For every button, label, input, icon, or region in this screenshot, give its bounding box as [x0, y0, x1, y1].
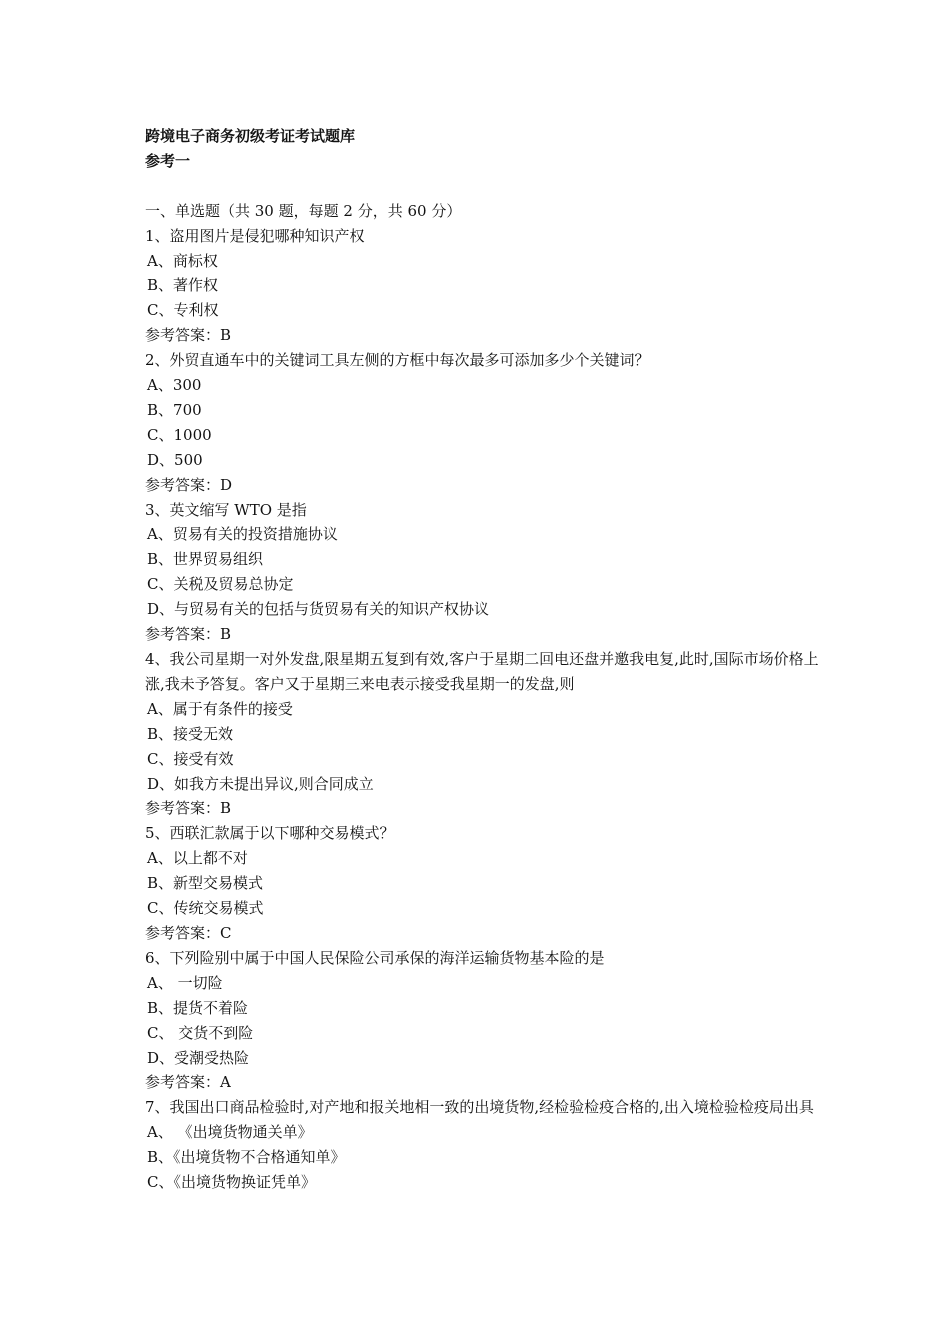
- answer-prefix: 参考答案：: [145, 625, 221, 644]
- document-title: 跨境电子商务初级考证考试题库: [145, 127, 356, 145]
- question-text: 7、我国出口商品检验时,对产地和报关地相一致的出境货物,经检验检疫合格的,出入境检验检疫局出具: [145, 1098, 814, 1117]
- question-list: [145, 224, 825, 1195]
- answer-option: B、《出境货物不合格通知单》: [147, 1148, 346, 1167]
- answer-option: D、与贸易有关的包括与货贸易有关的知识产权协议: [147, 600, 490, 619]
- answer-option: B、世界贸易组织: [147, 550, 264, 569]
- question-block: [145, 946, 825, 1095]
- question-block: [145, 224, 825, 349]
- answer-prefix: 参考答案：: [145, 326, 221, 345]
- answer-option: C、《出境货物换证凭单》: [147, 1173, 316, 1192]
- answer-option: B、提货不着险: [147, 998, 249, 1017]
- question-text: 2、外贸直通车中的关键词工具左侧的方框中每次最多可添加多少个关键词？: [145, 351, 650, 370]
- question-text: 4、我公司星期一对外发盘,限星期五复到有效,客户于星期二回电还盘并邀我电复,此时,国际市场价格上涨,我未予答复。客户又于星期三来电表示接受我星期一的发盘,则: [145, 650, 819, 693]
- answer-option: B、著作权: [147, 276, 219, 295]
- answer-value: B: [220, 799, 232, 818]
- answer-option: A、 一切险: [147, 973, 223, 992]
- reference-answer: [145, 796, 825, 821]
- answer-value: A: [220, 1073, 231, 1092]
- question-block: [145, 348, 825, 497]
- answer-option: C、关税及贸易总协定: [147, 575, 294, 594]
- reference-answer: [145, 473, 825, 498]
- answer-option: A、贸易有关的投资措施协议: [147, 525, 338, 544]
- answer-option: C、接受有效: [147, 749, 234, 768]
- answer-option: D、500: [147, 450, 203, 469]
- answer-option: D、如我方未提出异议,则合同成立: [147, 774, 374, 793]
- answer-value: B: [220, 625, 232, 644]
- reference-answer: [145, 323, 825, 348]
- reference-answer: [145, 622, 825, 647]
- question-block: [145, 821, 825, 946]
- answer-option: A、300: [147, 376, 202, 395]
- answer-option: B、700: [147, 400, 202, 419]
- question-text: 5、西联汇款属于以下哪种交易模式？: [145, 824, 395, 843]
- document-body: [145, 124, 825, 1195]
- answer-prefix: 参考答案：: [145, 923, 221, 942]
- answer-option: C、传统交易模式: [147, 899, 264, 918]
- answer-option: D、受潮受热险: [147, 1048, 250, 1067]
- question-text: 6、下列险别中属于中国人民保险公司承保的海洋运输货物基本险的是: [145, 948, 605, 967]
- answer-option: B、新型交易模式: [147, 874, 264, 893]
- reference-answer: [145, 1070, 825, 1095]
- question-text: 1、盗用图片是侵犯哪种知识产权: [145, 226, 365, 245]
- answer-option: A、商标权: [147, 251, 218, 270]
- answer-prefix: 参考答案：: [145, 1073, 221, 1092]
- answer-option: C、1000: [147, 425, 212, 444]
- question-block: [145, 498, 825, 647]
- answer-option: A、属于有条件的接受: [147, 699, 293, 718]
- answer-option: B、接受无效: [147, 724, 234, 743]
- answer-prefix: 参考答案：: [145, 799, 221, 818]
- answer-prefix: 参考答案：: [145, 475, 221, 494]
- answer-value: B: [220, 326, 232, 345]
- document-subtitle: 参考一: [145, 151, 191, 170]
- question-text: 3、英文缩写 WTO 是指: [145, 500, 307, 519]
- answer-option: A、以上都不对: [147, 849, 248, 868]
- question-block: [145, 647, 825, 821]
- answer-option: A、 《出境货物通关单》: [147, 1123, 313, 1142]
- answer-option: C、 交货不到险: [147, 1023, 254, 1042]
- answer-value: C: [220, 923, 232, 942]
- spacer: [145, 174, 825, 199]
- answer-option: C、专利权: [147, 301, 219, 320]
- answer-value: D: [220, 475, 233, 494]
- question-block: [145, 1095, 825, 1195]
- section-heading: 一、单选题（共 30 题，每题 2 分，共 60 分）: [145, 201, 462, 220]
- reference-answer: [145, 921, 825, 946]
